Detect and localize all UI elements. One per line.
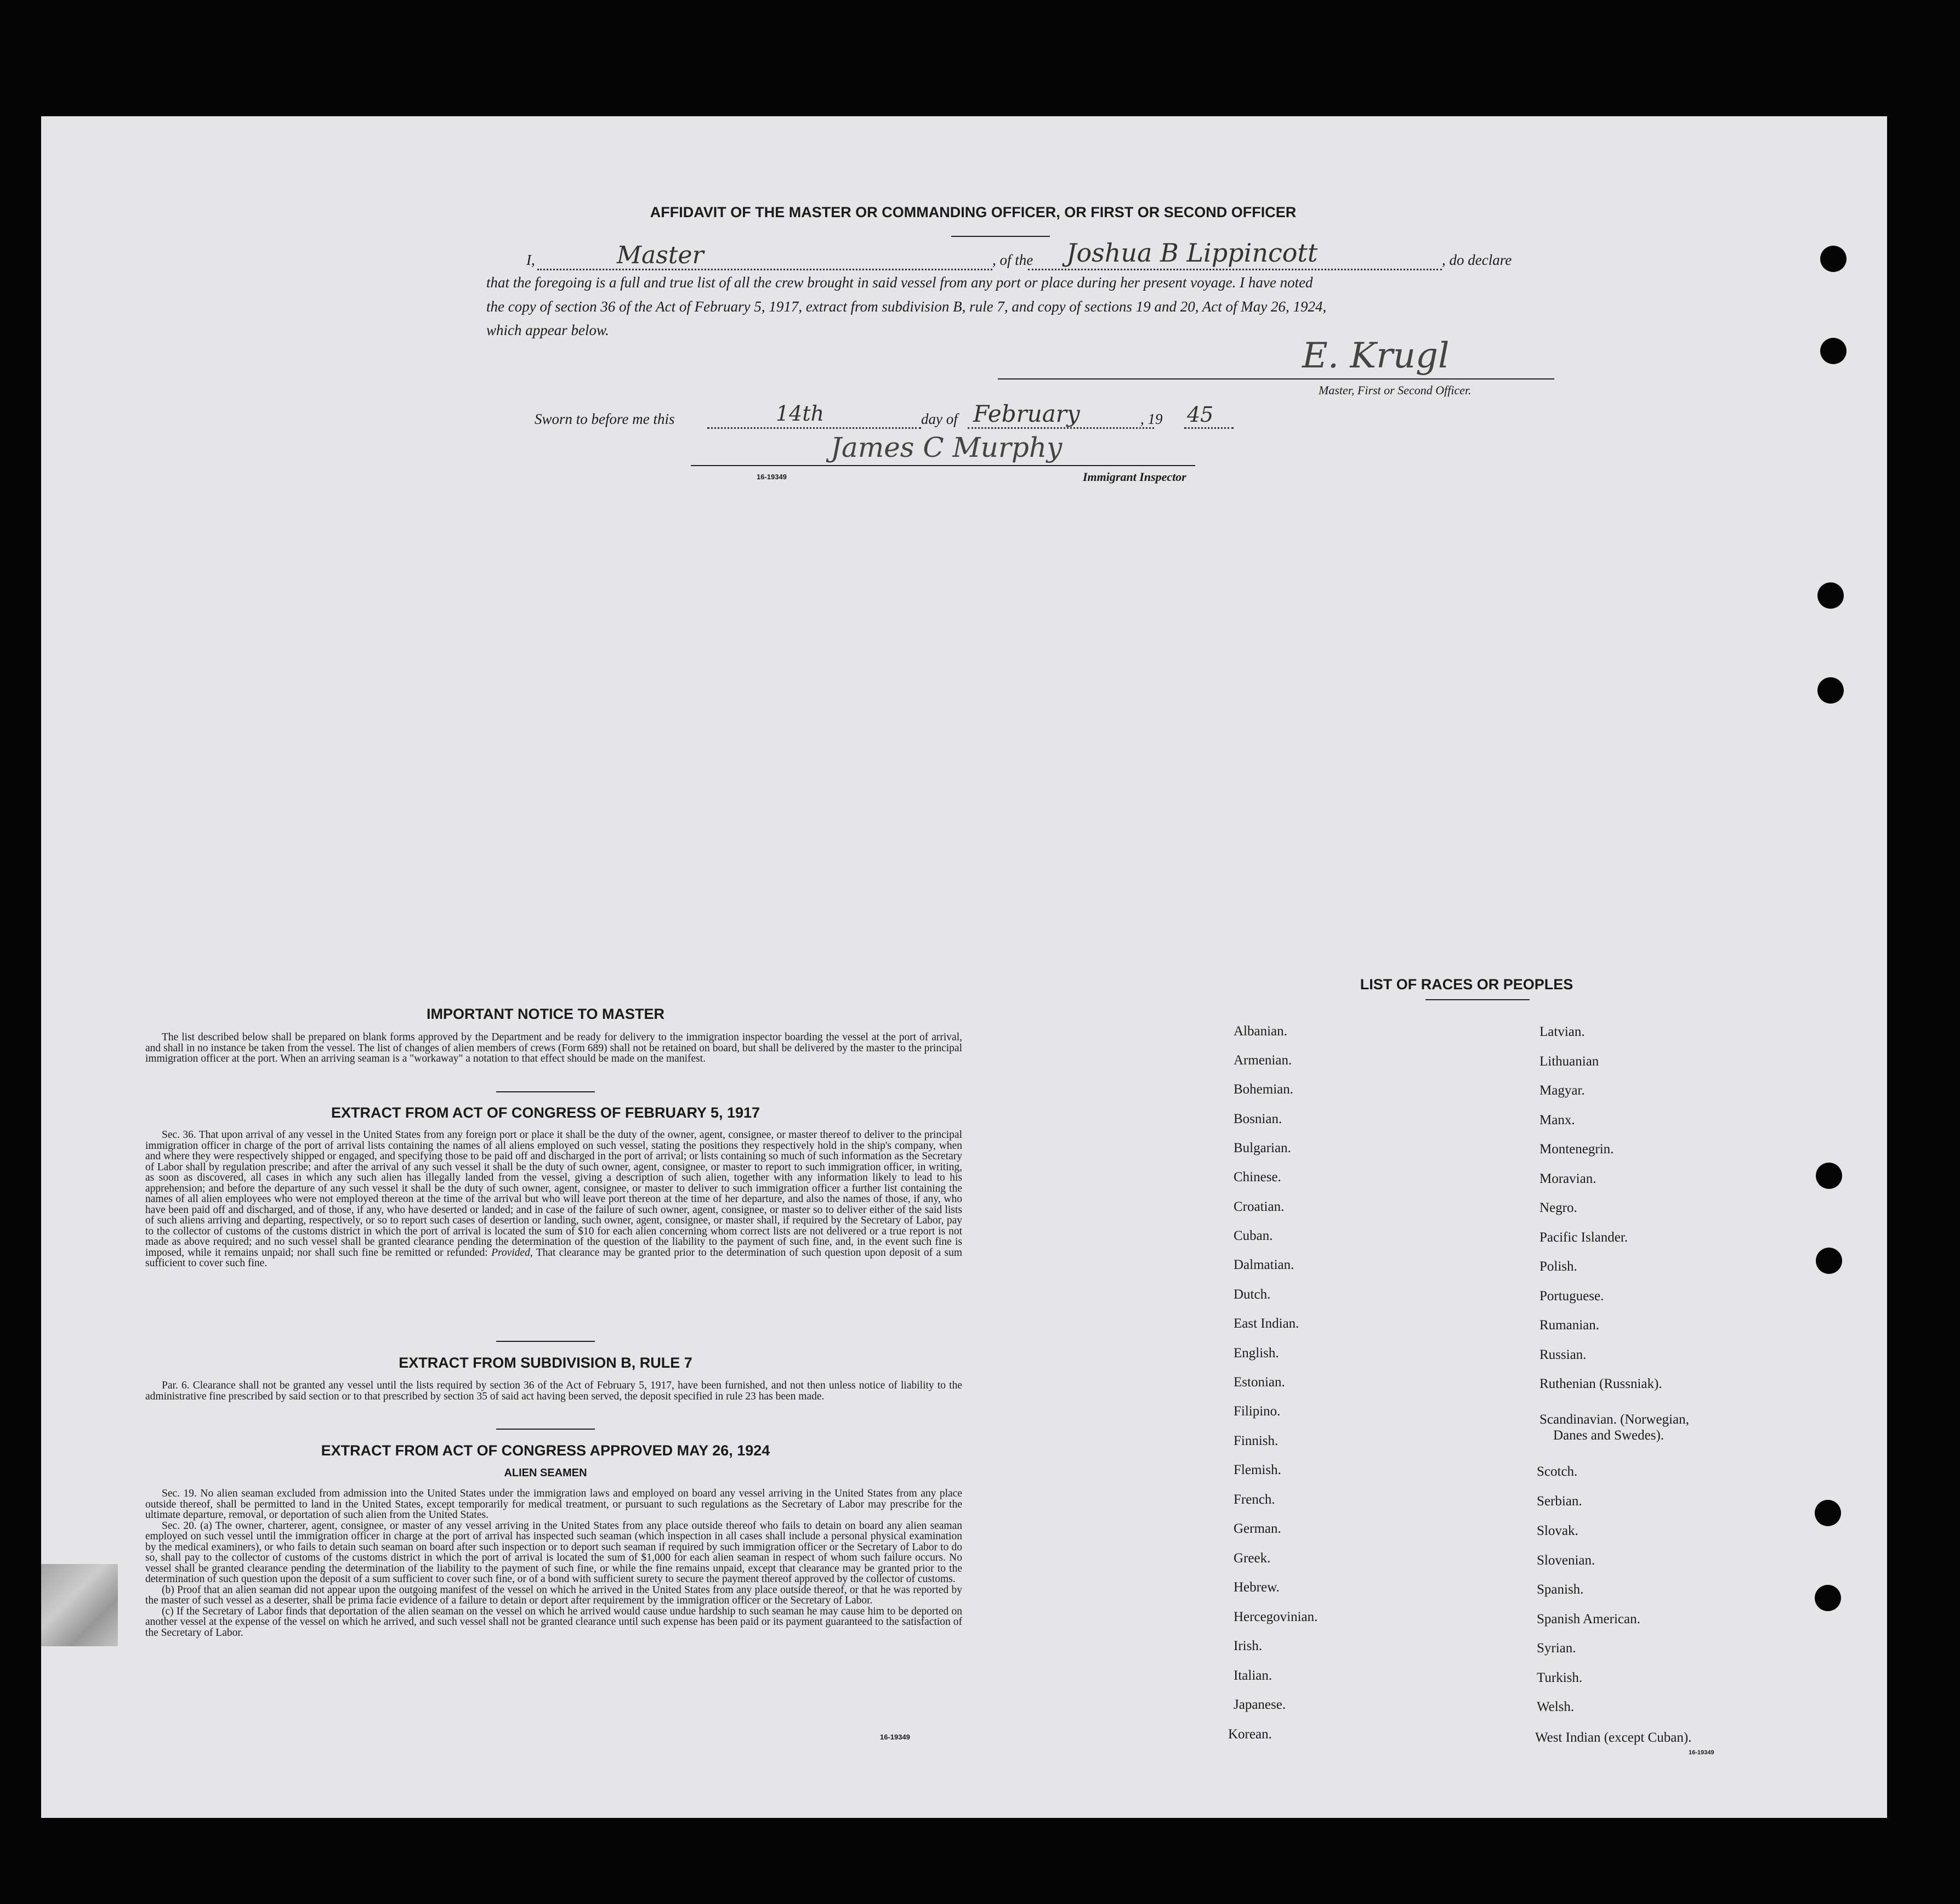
race-item: Negro. [1539,1200,1577,1215]
do-declare-label: , do declare [1442,252,1512,268]
race-item: Scotch. [1537,1464,1578,1479]
race-item: Welsh. [1537,1699,1575,1714]
sworn-year-handwritten: 45 [1187,403,1214,427]
subdivisionB-divider [496,1429,595,1430]
race-item: French. [1234,1492,1275,1507]
race-item: Cuban. [1234,1228,1273,1243]
form-page [41,116,1887,1818]
race-item: Korean. [1228,1727,1272,1742]
punch-hole [1820,246,1847,272]
extract1924-body [145,1488,962,1638]
sworn-month-handwritten: February [973,400,1080,427]
sworn-month-blank [968,427,1154,429]
race-item: Spanish American. [1537,1612,1640,1627]
sec36-provided: Provided, [491,1246,533,1259]
punch-hole [1815,1500,1841,1526]
punch-hole [1816,1163,1842,1189]
sworn-day-blank [707,427,921,429]
race-item: Hebrew. [1234,1580,1280,1595]
master-signature-caption: Master, First or Second Officer. [1319,383,1472,397]
race-item: Dalmatian. [1234,1257,1294,1272]
race-item: Danes and Swedes). [1553,1428,1664,1443]
line1-prefix: I, [526,252,535,268]
race-item: Bosnian. [1234,1112,1282,1126]
notice-body [145,1032,962,1064]
race-item: Finnish. [1234,1433,1279,1448]
race-item: Bohemian. [1234,1082,1294,1097]
race-item: Lithuanian [1539,1054,1599,1069]
race-item: Portuguese. [1539,1289,1604,1304]
race-item: Filipino. [1234,1404,1281,1419]
race-item: Polish. [1539,1259,1577,1274]
affidavit-line4: which appear below. [486,322,609,338]
race-item: East Indian. [1234,1316,1299,1331]
affidavit-line3: the copy of section 36 of the Act of February 5, 1917, extract from subdivision B, rule 7, and copy of sections 19 and 20, Act of May 26, 1924, [486,298,1327,315]
inspector-signature: James C Murphy [831,432,1063,463]
punch-hole [1816,1248,1842,1274]
affidavit-form-number: 16-19349 [757,473,787,481]
sec20c-paragraph: (c) If the Secretary of Labor finds that deportation of the alien seaman on the vessel on which he arrived would cause undue hardship to such seaman he may cause him to be deported on another vessel at the expense of the vessel on which he arrived, and such vessel shall not be granted clearance until such expense has been paid or its payment guaranteed to the satisfaction of the Secretary of Labor. [145,1605,962,1639]
name-handwritten: Master [617,241,704,269]
race-item: Armenian. [1234,1053,1292,1068]
races-title: LIST OF RACES OR PEOPLES [1360,976,1573,993]
sec20a-paragraph: Sec. 20. (a) The owner, charterer, agent, consignee, or master of any vessel arriving in the United States from any place outside thereof who fails to detain on board any alien seaman employed on such vessel until the immigration officer in charge at the port of arrival has inspected such seaman (which inspection in all cases shall include a personal physical examination by the medical examiners), or who fails to detain such seaman on board after such inspection or to deport such seaman if required by such immigration officer or the Secretary of Labor to do so, shall pay to the collector of customs of the customs district in which the port of arrival is located the sum of $1,000 for each alien seaman in respect of whom such failure occurs. No vessel shall be granted clearance pending the determination of the liability to the payment of such fine, or while the fine remains unpaid, except that clearance may be granted prior to the determination of such question upon the deposit of a sum sufficient to cover such fine, or of a bond with sufficient surety to secure the payment thereof approved by the collector of customs. [145,1520,962,1585]
race-item: Moravian. [1539,1171,1597,1186]
notice-divider [496,1091,595,1092]
race-item: Pacific Islander. [1539,1230,1628,1245]
race-item: Ruthenian (Russniak). [1539,1376,1662,1391]
race-item: Irish. [1234,1639,1263,1653]
race-item: Turkish. [1537,1670,1583,1685]
race-item: Russian. [1539,1347,1587,1362]
punch-hole [1817,582,1844,609]
sworn-day-handwritten: 14th [776,401,825,426]
vessel-blank [1028,269,1442,270]
race-item: Flemish. [1234,1463,1281,1477]
affidavit-line2: that the foregoing is a full and true list of all the crew brought in said vessel from any port or place during her present voyage. I have noted [486,274,1313,291]
race-item: Bulgarian. [1234,1141,1291,1155]
par6-paragraph: Par. 6. Clearance shall not be granted any vessel until the lists required by section 36 of the Act of February 5, 1917, have been furnished, and not then unless notice of liability to the administrative fine prescribed by said section or to that prescribed by section 35 of said act having been served, the deposit specified in rule 23 has been made. [145,1380,962,1402]
sec19-paragraph: Sec. 19. No alien seaman excluded from admission into the United States under the immigration laws and employed on board any vessel arriving in the United States from any place outside thereof, shall be permitted to land in the United States, except temporarily for medical treatment, or pursuant to such regulations as the Secretary of Labor may prescribe for the ultimate departure, removal, or deportation of such alien from the United States. [145,1488,962,1521]
sec36-text-end: That clearance may be granted prior to the determination of such question upon deposit of a sum sufficient to cover such fine. [145,1246,962,1269]
race-item: Serbian. [1537,1494,1582,1509]
extract1924-form-number: 16-19349 [880,1733,910,1741]
inspector-caption: Immigrant Inspector [1083,470,1186,484]
punch-hole [1820,338,1847,364]
sworn-day-of: day of [921,411,958,427]
race-item: Spanish. [1537,1582,1584,1597]
race-item: Hercegovinian. [1234,1610,1318,1624]
extract1917-title: EXTRACT FROM ACT OF CONGRESS OF FEBRUARY 5, 1917 [331,1104,760,1121]
race-item: Croatian. [1234,1199,1285,1214]
sworn-year-blank [1184,427,1234,429]
extract1917-divider [496,1341,595,1342]
extract1924-title: EXTRACT FROM ACT OF CONGRESS APPROVED MAY 26, 1924 [321,1442,770,1459]
race-item: Greek. [1234,1551,1271,1566]
race-item: Italian. [1234,1668,1272,1683]
race-item: Montenegrin. [1539,1142,1614,1157]
subdivisionB-title: EXTRACT FROM SUBDIVISION B, RULE 7 [399,1355,692,1371]
race-item: Albanian. [1234,1024,1287,1039]
master-signature-line [998,378,1554,379]
scan-stain [41,1564,118,1646]
extract1917-body [145,1130,962,1269]
title-divider [951,236,1050,237]
race-item: West Indian (except Cuban). [1535,1730,1692,1745]
of-the-label: , of the [992,252,1033,268]
race-item: Slovenian. [1537,1553,1595,1568]
race-item: Magyar. [1539,1083,1585,1098]
punch-hole [1817,677,1844,704]
race-item: Chinese. [1234,1170,1281,1185]
sworn-year-prefix: , 19 [1140,411,1163,427]
race-item: Rumanian. [1539,1318,1600,1333]
races-divider [1425,999,1530,1000]
race-item: Estonian. [1234,1375,1285,1390]
sec36-paragraph [145,1130,962,1269]
sec20b-paragraph: (b) Proof that an alien seaman did not appear upon the outgoing manifest of the vessel on which he arrived in the United States from any place outside thereof, or that he was reported by the master of such vessel as a deserter, shall be prima facie evidence of a failure to detain or deport after requirement by the immigration officer or the Secretary of Labor. [145,1584,962,1606]
notice-title: IMPORTANT NOTICE TO MASTER [427,1006,664,1022]
race-item: Latvian. [1539,1024,1585,1039]
affidavit-title: AFFIDAVIT OF THE MASTER OR COMMANDING OFFICER, OR FIRST OR SECOND OFFICER [650,204,1297,220]
name-blank [537,269,992,270]
inspector-signature-line [691,465,1195,466]
master-signature: E. Krugl [1302,336,1450,376]
race-item: Manx. [1539,1113,1575,1127]
notice-paragraph: The list described below shall be prepared on blank forms approved by the Department and be ready for delivery to the immigration inspector boarding the vessel at the port of arrival, and shall in no instance be taken from the vessel. The list of changes of alien members of crews (Form 689) shall not be retained on board, but shall be delivered by the master to the principal immigration officer at the port. When an arriving seaman is a "workaway" a notation to that effect should be made on the manifest. [145,1032,962,1064]
punch-hole [1815,1585,1841,1611]
extract1924-subtitle: ALIEN SEAMEN [504,1467,587,1479]
race-item: Syrian. [1537,1641,1576,1656]
race-item: Dutch. [1234,1287,1271,1302]
race-item: Japanese. [1234,1697,1286,1712]
race-item: English. [1234,1346,1279,1361]
subdivisionB-body [145,1380,962,1402]
vessel-handwritten: Joshua B Lippincott [1066,238,1318,268]
races-form-number: 16-19349 [1689,1749,1714,1756]
race-item: Slovak. [1537,1523,1578,1538]
sec36-text: Sec. 36. That upon arrival of any vessel in the United States from any foreign port or place it shall be the duty of the owner, agent, consignee, or master thereof to deliver to the principal immigration officer in charge of the port of arrival lists containing the names of all aliens employed on such vessel, stating the positions they respectively hold in the ship's company, when and where they were respectively shipped or engaged, and specifying those to be paid off and discharged in the port of arrival; or lists containing so much of such information as the Secretary of Labor shall by regulation prescribe; and after the arrival of any such vessel it shall be the duty of such owner, agent, consignee, or master to report to such immigration officer, in writing, as soon as discovered, all cases in which any such alien has illegally landed from the vessel, giving a description of such alien, together with any information likely to lead to his apprehension; and before the departure of any such vessel it shall be the duty of such owner, agent, consignee, or master to deliver to such immigration officer a further list containing the names of all alien employees who were not employed thereon at the time of the arrival but who will leave port thereon at the time of her departure, and also the names of those, if any, who have been paid off and discharged, and of those, if any, who have deserted or landed; and in case of the failure of such owner, agent, consignee, or master so to deliver either of the said lists of such aliens arriving and departing, respectively, or so to report such cases of desertion or landing, such owner, agent, consignee, or master shall, if required by the Secretary of Labor, pay to the collector of customs of the customs district in which the port of arrival is located the sum of $10 for each alien concerning whom correct lists are not delivered or a true report is not made as above required; and no such vessel shall be granted clearance pending the determination of the question of the liability to the payment of such fine, and, in the event such fine is imposed, while it remains unpaid; nor shall such fine be remitted or refunded: [145,1129,962,1259]
race-item: Scandinavian. (Norwegian, [1539,1412,1689,1427]
sworn-prefix: Sworn to before me this [535,411,675,427]
race-item: German. [1234,1521,1281,1536]
